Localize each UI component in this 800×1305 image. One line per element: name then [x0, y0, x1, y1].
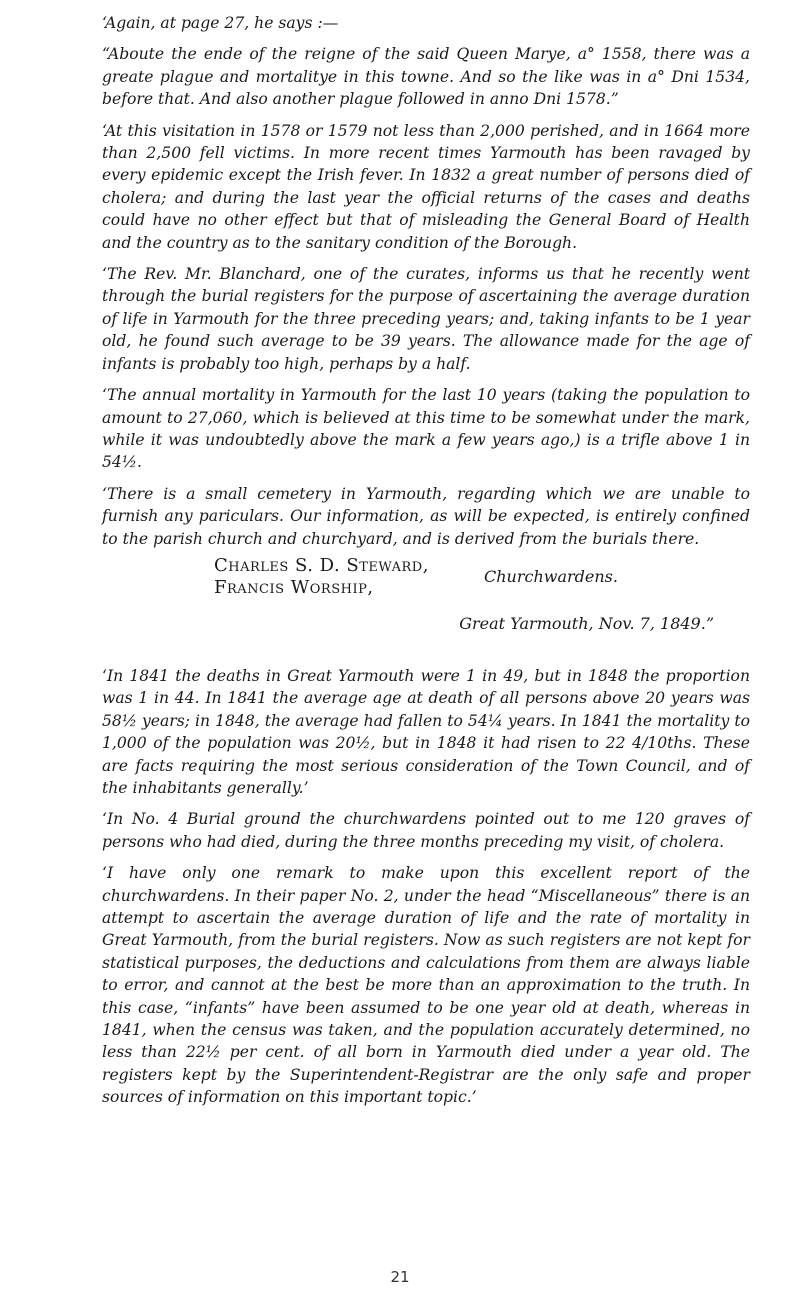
- paragraph-blanchard: ‘The Rev. Mr. Blanchard, one of the curates, informs us that he recently went through the burial registers for the purpose of ascertaining the average duration of life in Yarmouth for the three preceding years; and, taking infants to be 1 year old, he found such average to be 39 years. The allowance made for the age of infants is probably too high, perhaps by a half.: [102, 265, 750, 373]
- signatory-name-worship: Francis Worship,: [214, 576, 374, 598]
- paragraph-remark: ‘I have only one remark to make upon this excellent report of the churchwardens. In their paper No. 2, under the head “Miscellaneous” there is an attempt to ascertain the average duration of life and the rate of mortality in Great Yarmouth, from the burial registers. Now as such registers are not kept for statistical purposes, the deductions and calculations from them are always liable to error, and cannot at the best be more than an approximation to the truth. In this case, “infants” have been assumed to be one year old at death, whereas in 1841, when the census was taken, and the population accurately determined, no less than 22½ per cent. of all born in Yarmouth died under a year old. The registers kept by the Superintendent-Registrar are the only safe and proper sources of information on this important topic.’: [102, 864, 750, 1107]
- place-and-date: Great Yarmouth, Nov. 7, 1849.”: [459, 613, 714, 633]
- paragraph-burial-ground: ‘In No. 4 Burial ground the churchwardens pointed out to me 120 graves of persons who had died, during the three months preceding my visit, of cholera.: [102, 810, 750, 851]
- paragraph-intro: ‘Again, at page 27, he says :—: [102, 14, 339, 32]
- signature-block: [84, 555, 750, 603]
- signatory-role: Churchwardens.: [484, 566, 618, 586]
- paragraph-annual-mortality: ‘The annual mortality in Yarmouth for the last 10 years (taking the population to amount to 27,060, which is believed at this time to be somewhat under the mark, while it was undoubtedly above the mark a few years ago,) is a trifle above 1 in 54½.: [102, 386, 750, 472]
- paragraph-visitation: ‘At this visitation in 1578 or 1579 not less than 2,000 perished, and in 1664 more than 2,500 fell victims. In more recent times Yarmouth has been ravaged by every epidemic except the Irish fever. In 1832 a great number of persons died of cholera; and during the last year the official returns of the cases and deaths could have no other effect but that of misleading the General Board of Health and the country as to the sanitary condition of the Borough.: [102, 121, 750, 252]
- document-page: [84, 12, 750, 1118]
- page-number: 21: [390, 1268, 410, 1286]
- paragraph-cemetery: ‘There is a small cemetery in Yarmouth, regarding which we are unable to furnish any pariculars. Our information, as will be expected, is entirely confined to the parish church and churchyard, and is derived from the burials there.: [102, 484, 750, 548]
- signatory-name-steward: Charles S. D. Steward,: [214, 554, 429, 576]
- paragraph-deaths-1841: ‘In 1841 the deaths in Great Yarmouth were 1 in 49, but in 1848 the proportion was 1 in 44. In 1841 the average age at death of all persons above 20 years was 58½ years; in 1848, the average had fallen to 54¼ years. In 1841 the mortality to 1,000 of the population was 20½, but in 1848 it had risen to 22 4/10ths. These are facts requiring the most serious consideration of the Town Council, and of the inhabitants generally.’: [102, 666, 750, 797]
- paragraph-quotation: “Aboute the ende of the reigne of the said Queen Marye, a° 1558, there was a greate plague and mortalitye in this towne. And so the like was in a° Dni 1534, before that. And also another plague followed in anno Dni 1578.”: [102, 45, 750, 109]
